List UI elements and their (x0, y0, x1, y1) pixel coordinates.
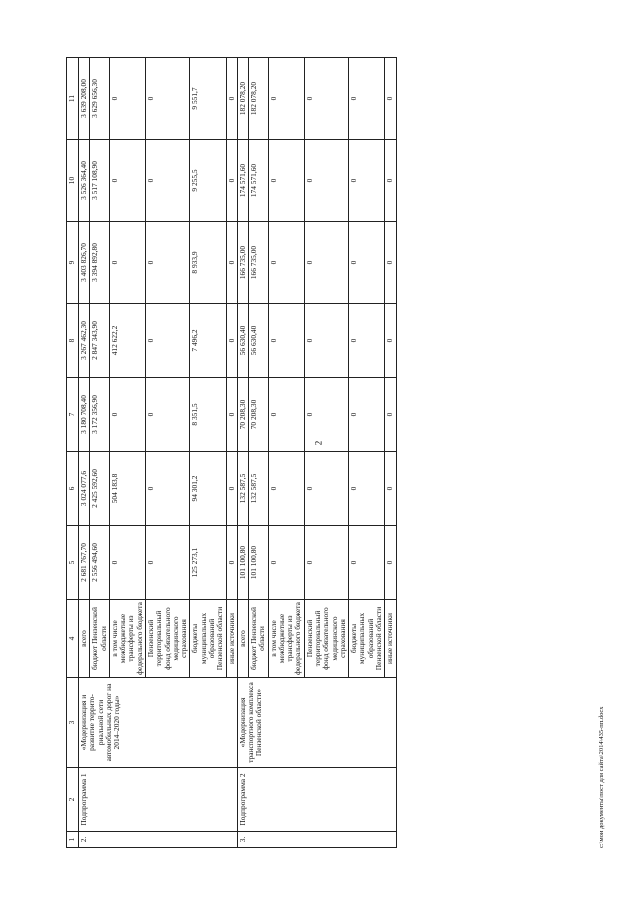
funding-source-label: всего (237, 600, 248, 678)
amount-cell: 0 (226, 378, 237, 452)
column-number: 11 (67, 58, 79, 140)
amount-cell: 0 (145, 304, 189, 378)
amount-cell: 0 (304, 58, 348, 140)
amount-cell: 0 (385, 378, 396, 452)
amount-cell: 56 630,40 (237, 304, 248, 378)
amount-cell: 8 351,5 (190, 378, 226, 452)
subprogram-name: «Модернизация транспортного комплекса Пензенской области» (237, 678, 396, 768)
funding-source-label: бюджеты муниципальных образований Пензенской области (190, 600, 226, 678)
amount-cell: 3 180 708,40 (79, 378, 90, 452)
funding-source-label: бюджет Пензенской области (249, 600, 269, 678)
column-number: 5 (67, 526, 79, 600)
column-number: 2 (67, 768, 79, 832)
amount-cell: 94 301,2 (190, 452, 226, 526)
amount-cell: 0 (145, 222, 189, 304)
funding-source-label: в том числе межбюджетные трансферты из федерального бюджета (268, 600, 304, 678)
amount-cell: 0 (349, 526, 385, 600)
amount-cell: 166 735,00 (237, 222, 248, 304)
amount-cell: 0 (349, 222, 385, 304)
amount-cell: 3 024 077,6 (79, 452, 90, 526)
amount-cell: 166 735,00 (249, 222, 269, 304)
amount-cell: 0 (268, 58, 304, 140)
amount-cell: 2 681 767,70 (79, 526, 90, 600)
subprogram-title: Подпрограмма 1 (79, 768, 238, 832)
amount-cell: 182 078,20 (249, 58, 269, 140)
amount-cell: 56 630,40 (249, 304, 269, 378)
column-number: 9 (67, 222, 79, 304)
amount-cell: 0 (109, 58, 145, 140)
amount-cell: 3 629 656,30 (90, 58, 110, 140)
budget-table (66, 57, 397, 848)
amount-cell: 412 622,2 (109, 304, 145, 378)
amount-cell: 9 551,7 (190, 58, 226, 140)
funding-source-label: Пензенский территориальный фонд обязательного медицинского страхования (304, 600, 348, 678)
column-number: 1 (67, 832, 79, 848)
column-number: 10 (67, 140, 79, 222)
amount-cell: 0 (349, 304, 385, 378)
amount-cell: 0 (226, 526, 237, 600)
amount-cell: 101 100,80 (249, 526, 269, 600)
column-number: 8 (67, 304, 79, 378)
amount-cell: 0 (109, 140, 145, 222)
amount-cell: 0 (349, 140, 385, 222)
amount-cell: 0 (109, 222, 145, 304)
row-number: 2. (79, 832, 238, 848)
amount-cell: 132 587,5 (249, 452, 269, 526)
amount-cell: 0 (304, 526, 348, 600)
amount-cell: 0 (226, 58, 237, 140)
funding-source-label: бюджеты муниципальных образований Пензенской области (349, 600, 385, 678)
amount-cell: 70 208,30 (249, 378, 269, 452)
amount-cell: 0 (226, 304, 237, 378)
amount-cell: 3 526 364,40 (79, 140, 90, 222)
column-number-row (67, 58, 79, 848)
funding-source-label: иные источники (226, 600, 237, 678)
amount-cell: 8 933,9 (190, 222, 226, 304)
page-number: 2 (313, 440, 324, 446)
column-number: 6 (67, 452, 79, 526)
funding-source-label: Пензенский территориальный фонд обязательного медицинского страхования (145, 600, 189, 678)
amount-cell: 9 255,5 (190, 140, 226, 222)
amount-cell: 0 (268, 222, 304, 304)
table-row (237, 58, 248, 848)
amount-cell: 0 (385, 222, 396, 304)
footer-file-path: с:\мои документы\пост для сайта\2014\435-пп.docx (598, 706, 605, 848)
amount-cell: 0 (145, 378, 189, 452)
amount-cell: 0 (268, 452, 304, 526)
amount-cell: 0 (385, 140, 396, 222)
amount-cell: 2 556 494,60 (90, 526, 110, 600)
amount-cell: 132 587,5 (237, 452, 248, 526)
amount-cell: 0 (268, 304, 304, 378)
amount-cell: 0 (145, 452, 189, 526)
row-number: 3. (237, 832, 396, 848)
amount-cell: 0 (349, 452, 385, 526)
amount-cell: 182 078,20 (237, 58, 248, 140)
amount-cell: 0 (268, 378, 304, 452)
amount-cell: 70 208,30 (237, 378, 248, 452)
amount-cell: 0 (304, 452, 348, 526)
amount-cell: 504 183,8 (109, 452, 145, 526)
amount-cell: 0 (304, 140, 348, 222)
amount-cell: 0 (385, 58, 396, 140)
amount-cell: 174 571,60 (249, 140, 269, 222)
funding-source-label: иные источники (385, 600, 396, 678)
amount-cell: 101 100,80 (237, 526, 248, 600)
amount-cell: 125 273,1 (190, 526, 226, 600)
subprogram-name: «Модернизация и развитие террито-риальной сети автомобильных дорог на 2014–2020 годы» (79, 678, 238, 768)
amount-cell: 3 267 462,30 (79, 304, 90, 378)
amount-cell: 0 (268, 140, 304, 222)
amount-cell: 3 172 356,90 (90, 378, 110, 452)
amount-cell: 0 (385, 304, 396, 378)
amount-cell: 0 (226, 452, 237, 526)
amount-cell: 0 (109, 526, 145, 600)
budget-table-container (66, 58, 588, 848)
amount-cell: 3 394 892,80 (90, 222, 110, 304)
amount-cell: 0 (385, 452, 396, 526)
amount-cell: 0 (349, 378, 385, 452)
column-number: 3 (67, 678, 79, 768)
funding-source-label: в том числе межбюджетные трансферты из федерального бюджета (109, 600, 145, 678)
amount-cell: 0 (145, 526, 189, 600)
amount-cell: 0 (304, 304, 348, 378)
column-number: 7 (67, 378, 79, 452)
amount-cell: 0 (385, 526, 396, 600)
amount-cell: 174 571,60 (237, 140, 248, 222)
column-number: 4 (67, 600, 79, 678)
amount-cell: 0 (226, 222, 237, 304)
amount-cell: 3 517 108,90 (90, 140, 110, 222)
amount-cell: 0 (268, 526, 304, 600)
subprogram-title: Подпрограмма 2 (237, 768, 396, 832)
amount-cell: 0 (304, 222, 348, 304)
table-row (79, 58, 90, 848)
amount-cell: 0 (145, 58, 189, 140)
amount-cell: 0 (145, 140, 189, 222)
amount-cell: 7 496,2 (190, 304, 226, 378)
table-body (79, 58, 397, 848)
funding-source-label: всего (79, 600, 90, 678)
funding-source-label: бюджет Пензенской области (90, 600, 110, 678)
amount-cell: 3 403 826,70 (79, 222, 90, 304)
amount-cell: 2 847 343,90 (90, 304, 110, 378)
amount-cell: 0 (109, 378, 145, 452)
amount-cell: 0 (226, 140, 237, 222)
amount-cell: 3 639 208,00 (79, 58, 90, 140)
amount-cell: 0 (349, 58, 385, 140)
amount-cell: 0 (304, 378, 348, 452)
amount-cell: 2 425 592,60 (90, 452, 110, 526)
